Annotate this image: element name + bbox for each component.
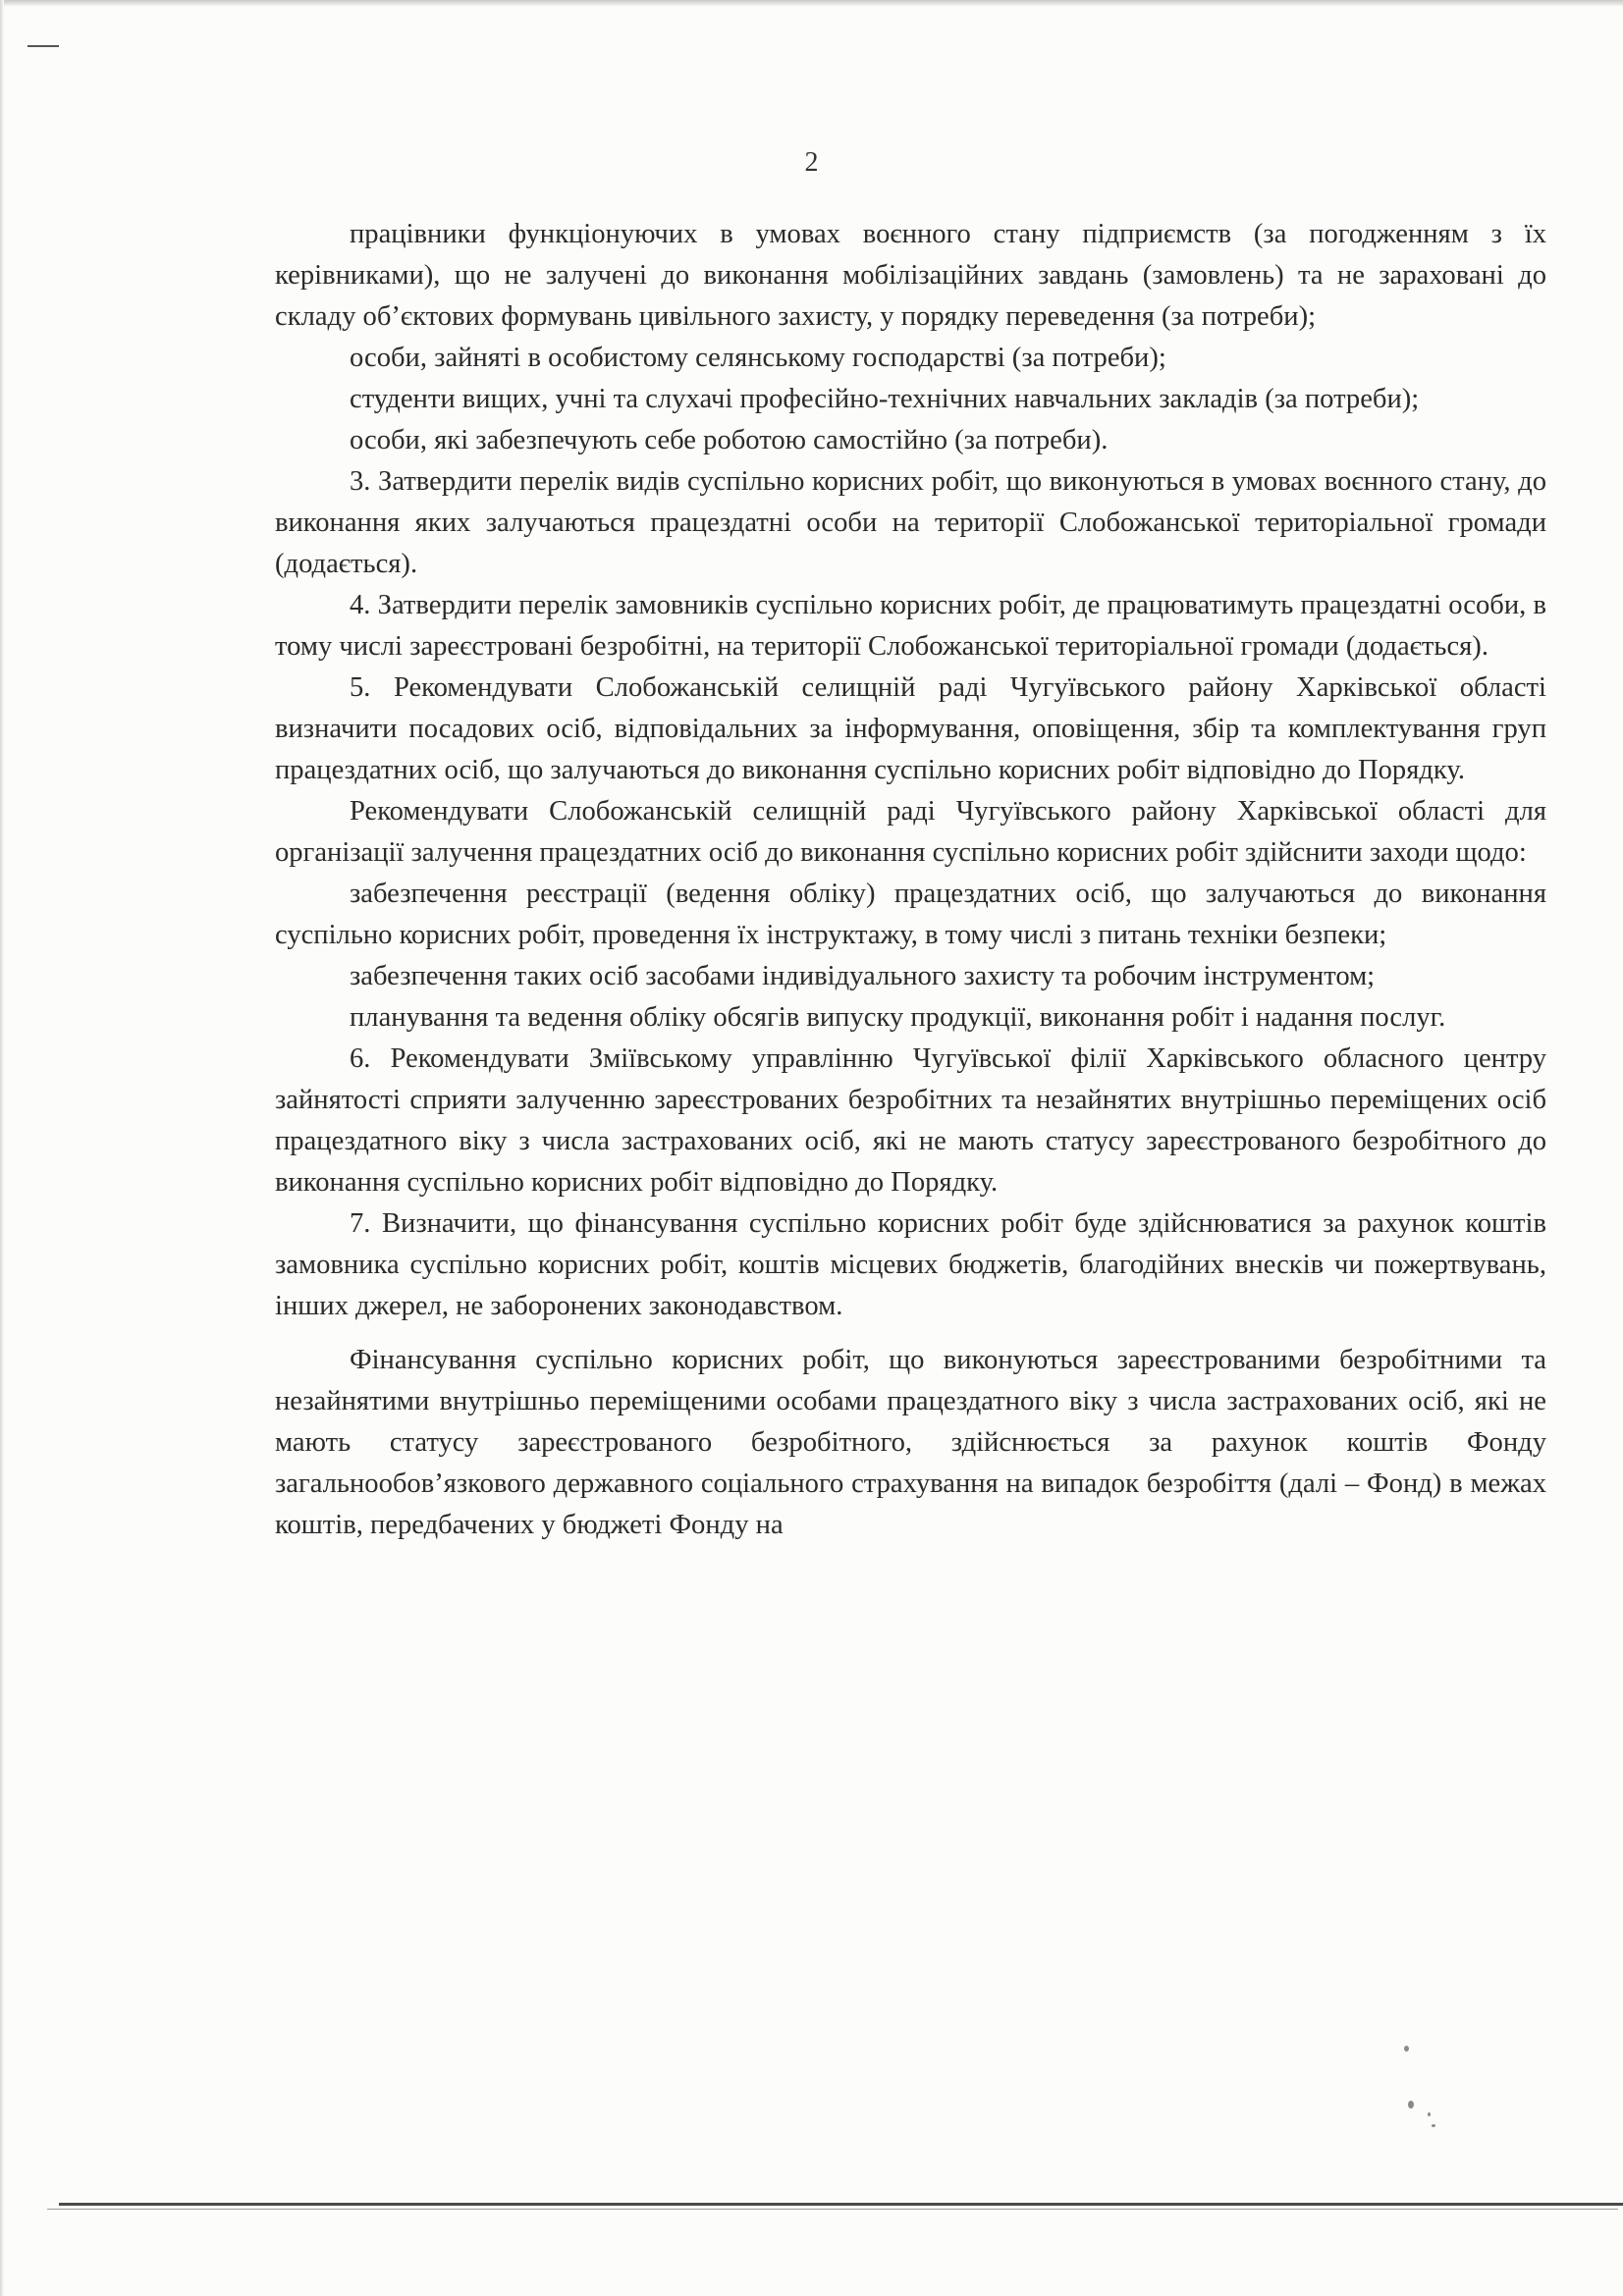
paragraph-item-6: 6. Рекомендувати Зміївському управлінню Чугуївської філії Харківського обласного центру зайнятості сприяти залученню зареєстрованих безробітних та незайнятих внутрішньо переміщених осіб працездатного віку з числа застрахованих осіб, які не мають статусу зареєстрованого безробітного до виконання суспільно корисних робіт відповідно до Порядку. bbox=[275, 1043, 1546, 1198]
corner-mark bbox=[27, 45, 59, 47]
paragraph-students: студенти вищих, учні та слухачі професійно-технічних навчальних закладів (за потреби); bbox=[350, 384, 1420, 414]
paragraph-item-4: 4. Затвердити перелік замовників суспільно корисних робіт, де працюватимуть працездатні особи, в тому числі зареєстровані безробітні, на території Слобожанської територіальної громади (додається). bbox=[275, 590, 1546, 662]
scan-edge-left bbox=[0, 0, 4, 2296]
document-body bbox=[275, 214, 1546, 1546]
page-number: 2 bbox=[804, 147, 819, 178]
paragraph-workers: працівники функціонуючих в умовах воєнного стану підприємств (за погодженням з їх керівниками), що не залучені до виконання мобілізаційних завдань (замовлень) та не зараховані до складу об’єктових формувань цивільного захисту, у порядку переведення (за потреби); bbox=[275, 219, 1546, 332]
paragraph-item-5: 5. Рекомендувати Слобожанській селищній раді Чугуївського району Харківської області визначити посадових осіб, відповідальних за інформування, оповіщення, збір та комплектування груп працездатних осіб, що залучаються до виконання суспільно корисних робіт відповідно до Порядку. bbox=[275, 672, 1546, 785]
paragraph-item-7: 7. Визначити, що фінансування суспільно корисних робіт буде здійснюватися за рахунок коштів замовника суспільно корисних робіт, коштів місцевих бюджетів, благодійних внесків чи пожертвувань, інших джерел, не заборонених законодавством. bbox=[275, 1208, 1546, 1321]
paragraph-self-employed: особи, які забезпечують себе роботою самостійно (за потреби). bbox=[350, 425, 1109, 455]
paragraph-registration: забезпечення реєстрації (ведення обліку) працездатних осіб, що залучаються до виконання суспільно корисних робіт, проведення їх інструктажу, в тому числі з питань техніки безпеки; bbox=[275, 879, 1546, 950]
paragraph-planning: планування та ведення обліку обсягів випуску продукції, виконання робіт і надання послуг. bbox=[350, 1002, 1446, 1033]
paragraph-item-3: 3. Затвердити перелік видів суспільно корисних робіт, що виконуються в умовах воєнного стану, до виконання яких залучаються працездатні особи на території Слобожанської територіальної громади (додається). bbox=[275, 466, 1546, 579]
paragraph-protection: забезпечення таких осіб засобами індивідуального захисту та робочим інструментом; bbox=[350, 961, 1376, 991]
scan-edge-top bbox=[0, 0, 1623, 6]
paragraph-financing: Фінансування суспільно корисних робіт, що виконуються зареєстрованими безробітними та незайнятими внутрішньо переміщеними особами працездатного віку з числа застрахованих осіб, які не мають статусу зареєстрованого безробітного, здійснюється за рахунок коштів Фонду загальнообов’язкового державного соціального страхування на випадок безробіття (далі – Фонд) в межах коштів, передбачених у бюджеті Фонду на bbox=[275, 1345, 1546, 1540]
scan-specks bbox=[1394, 2042, 1453, 2150]
paragraph-recommend: Рекомендувати Слобожанській селищній раді Чугуївського району Харківської області для організації залучення працездатних осіб до виконання суспільно корисних робіт здійснити заходи щодо: bbox=[275, 796, 1546, 868]
scan-bottom-line bbox=[59, 2203, 1623, 2206]
paragraph-peasant-farm: особи, зайняті в особистому селянському господарстві (за потреби); bbox=[350, 343, 1166, 373]
scan-bottom-line-shadow bbox=[47, 2209, 1618, 2210]
